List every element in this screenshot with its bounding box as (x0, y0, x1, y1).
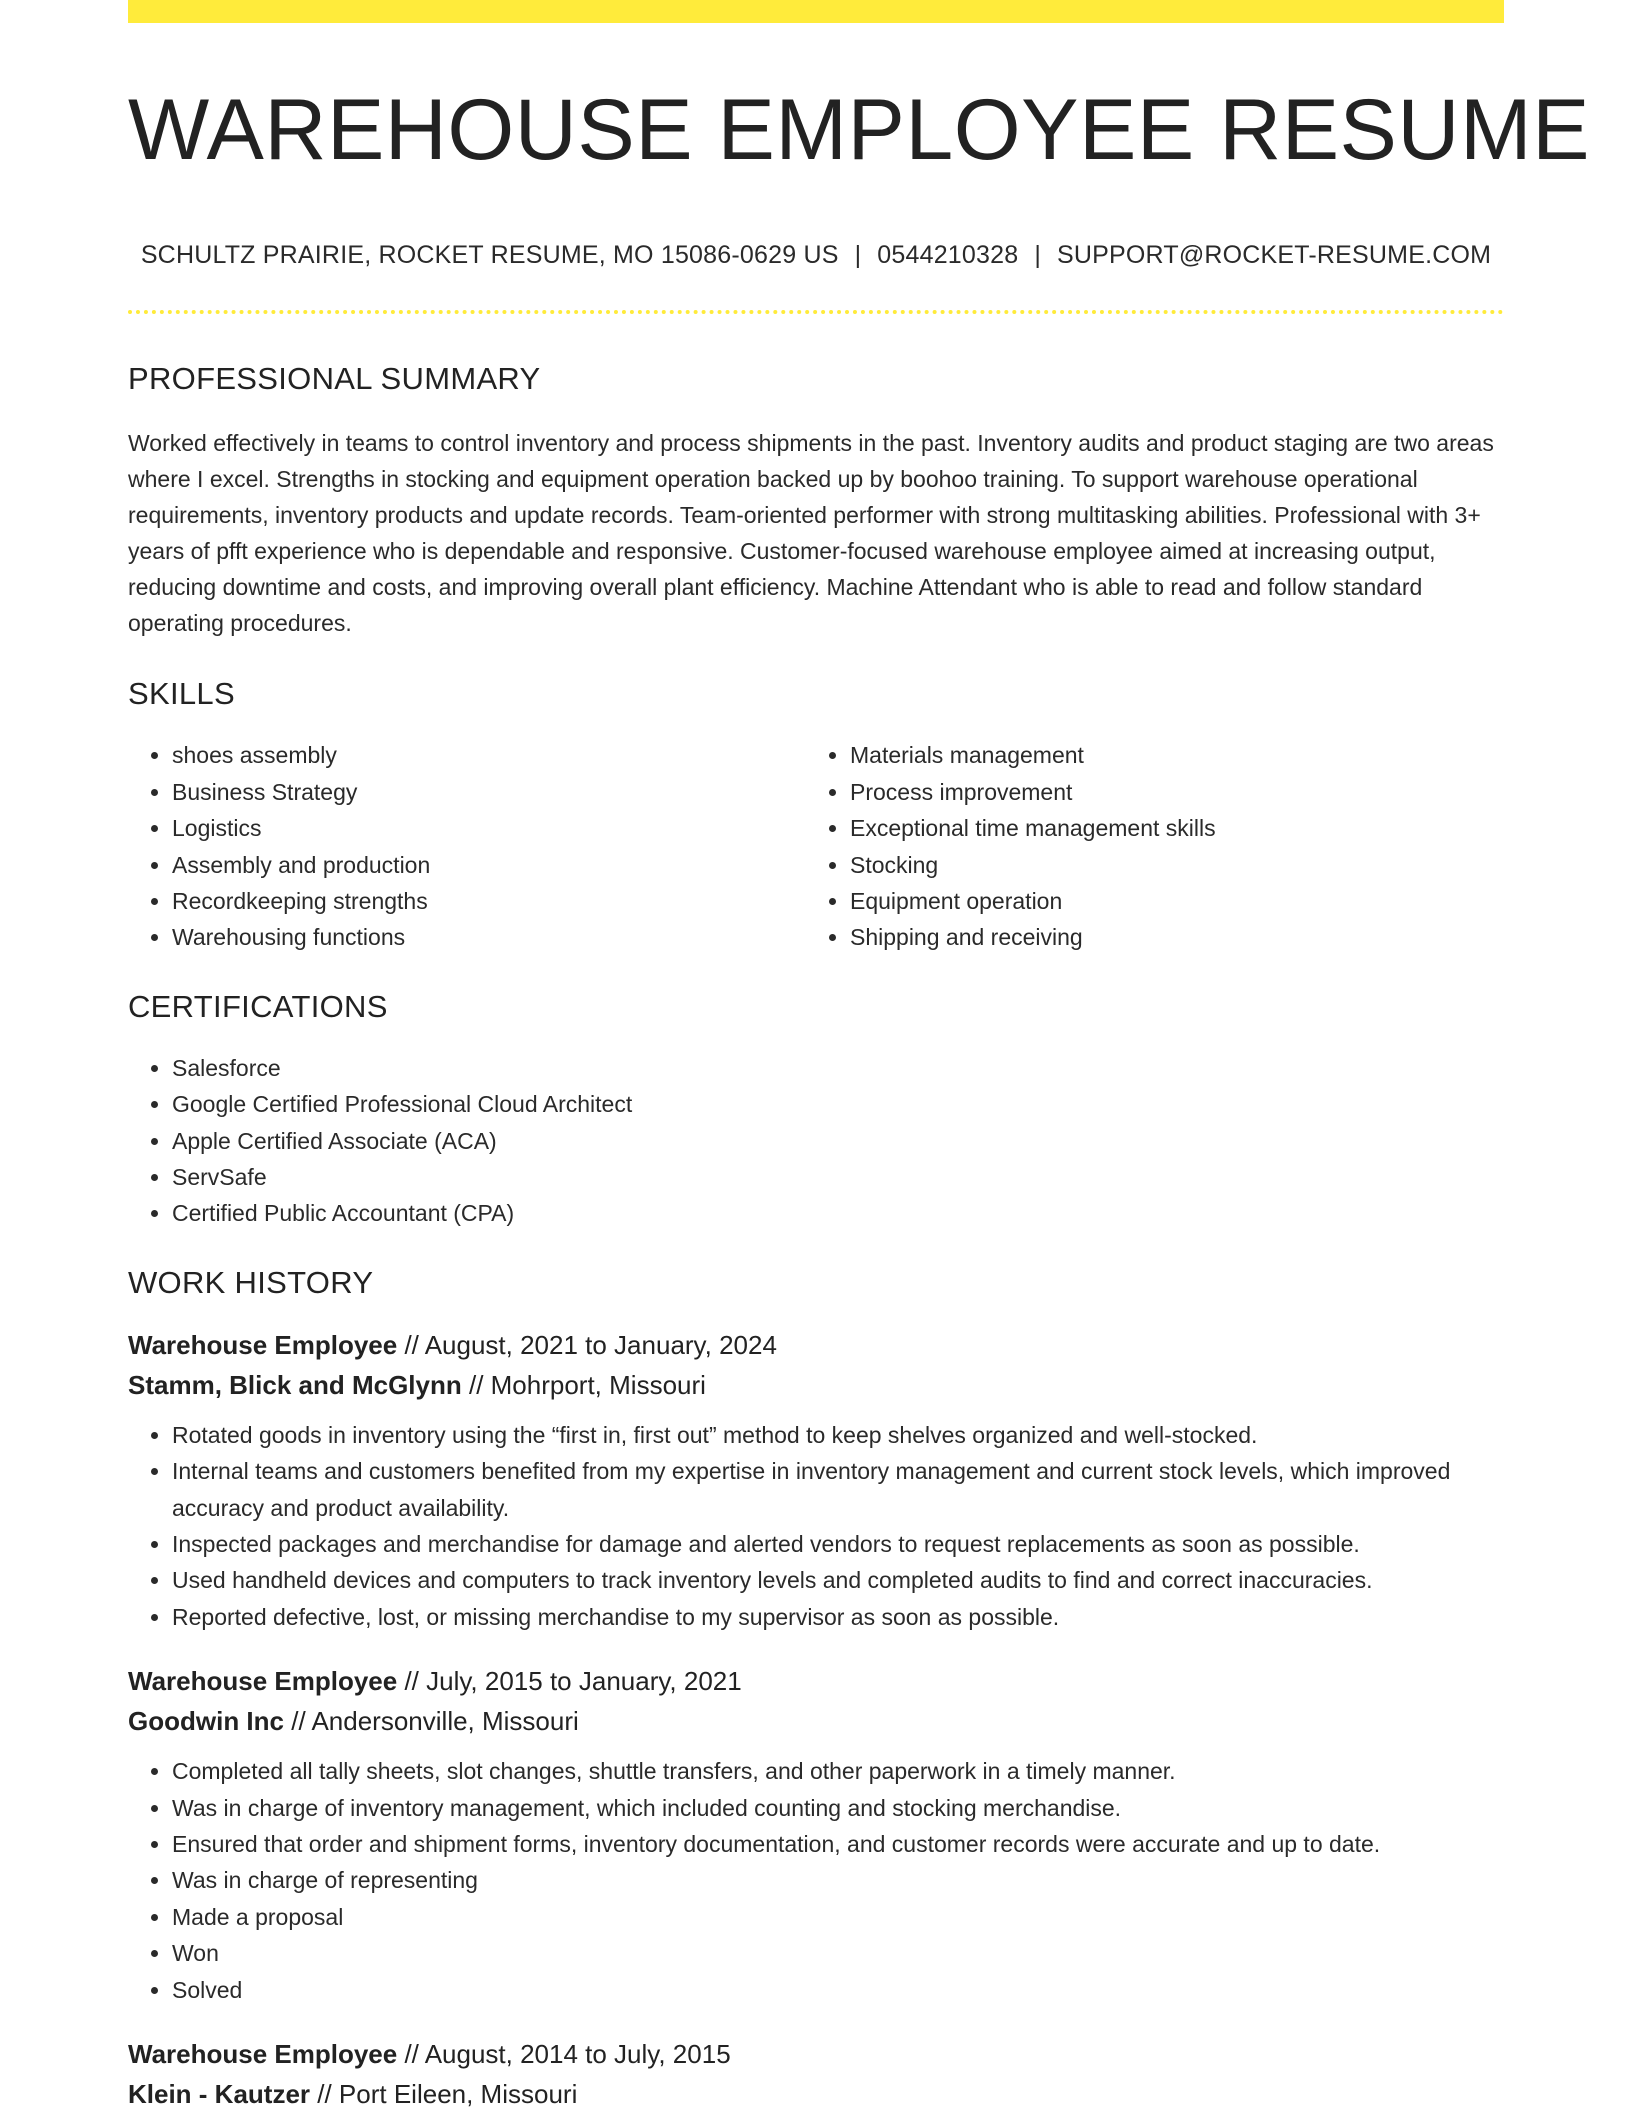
job-company: Stamm, Blick and McGlynn (128, 1369, 462, 1400)
skills-column-left (128, 737, 806, 955)
job-duty: • Completed all tally sheets, slot changes, shuttle transfers, and other paperwork in a timely manner. (172, 1753, 1504, 1789)
certification-item: • ServSafe (172, 1159, 1504, 1195)
certifications-list (128, 1050, 1504, 1232)
certification-item: • Google Certified Professional Cloud Architect (172, 1086, 1504, 1122)
job-dates: // August, 2021 to January, 2024 (397, 1329, 777, 1360)
skill-item: • Exceptional time management skills (850, 810, 1484, 846)
summary-heading: PROFESSIONAL SUMMARY (128, 361, 541, 397)
certification-item: • Apple Certified Associate (ACA) (172, 1123, 1504, 1159)
job-role: Warehouse Employee (128, 1329, 398, 1360)
skills-heading: SKILLS (128, 676, 235, 712)
job-location: // Andersonville, Missouri (284, 1706, 579, 1737)
job-role-line (128, 1325, 1504, 1365)
job-company: Goodwin Inc (128, 1706, 284, 1737)
job-role: Warehouse Employee (128, 1666, 398, 1697)
resume-page (128, 0, 1591, 2114)
job-entry (128, 2034, 1504, 2114)
skill-item: • Logistics (172, 810, 806, 846)
skill-item: • Stocking (850, 847, 1484, 883)
job-location: // Port Eileen, Missouri (310, 2079, 578, 2110)
certification-item: • Certified Public Accountant (CPA) (172, 1195, 1504, 1231)
job-duty: • Reported defective, lost, or missing merchandise to my supervisor as soon as possible. (172, 1599, 1504, 1635)
skills-list-left (128, 737, 806, 955)
skill-item: • Equipment operation (850, 883, 1484, 919)
job-entry (128, 1661, 1504, 2008)
certifications-heading: CERTIFICATIONS (128, 988, 388, 1024)
resume-title: WAREHOUSE EMPLOYEE RESUME (128, 82, 1591, 178)
job-duty: • Solved (172, 1972, 1504, 2008)
job-role: Warehouse Employee (128, 2039, 398, 2070)
skill-item: • Recordkeeping strengths (172, 883, 806, 919)
job-duty: • Internal teams and customers benefited from my expertise in inventory management and current stock levels, which improved accuracy and product availability. (172, 1453, 1504, 1526)
skill-item: • shoes assembly (172, 737, 806, 773)
job-duty: • Inspected packages and merchandise for damage and alerted vendors to request replacements as soon as possible. (172, 1526, 1504, 1562)
contact-separator: | (1034, 241, 1042, 270)
job-duties-list (128, 1417, 1504, 1635)
contact-line (128, 241, 1504, 270)
header-divider (128, 310, 1504, 314)
job-company-line (128, 1701, 1504, 1741)
contact-phone[interactable]: 0544210328 (877, 241, 1019, 270)
job-duty: • Made a proposal (172, 1899, 1504, 1935)
skill-item: • Warehousing functions (172, 919, 806, 955)
skill-item: • Materials management (850, 737, 1484, 773)
contact-email[interactable]: SUPPORT@ROCKET-RESUME.COM (1057, 241, 1492, 270)
skill-item: • Assembly and production (172, 847, 806, 883)
skill-item: • Business Strategy (172, 774, 806, 810)
skill-item: • Shipping and receiving (850, 919, 1484, 955)
skill-item: • Process improvement (850, 774, 1484, 810)
job-duty: • Ensured that order and shipment forms, inventory documentation, and customer records were accurate and up to date. (172, 1826, 1504, 1862)
top-accent-bar (128, 0, 1504, 23)
contact-separator: | (854, 241, 862, 270)
work-history-heading: WORK HISTORY (128, 1264, 374, 1300)
job-role-line (128, 1661, 1504, 1701)
job-duty: • Was in charge of representing (172, 1862, 1504, 1898)
skills-column-right (806, 737, 1484, 955)
summary-text: Worked effectively in teams to control inventory and process shipments in the past. Inventory audits and product staging are two areas where I excel. Strengths in stocking and equipment operation backed up by boohoo training. To support warehouse operational requirements, inventory products and update records. Team-oriented performer with strong multitasking abilities. Professional with 3+ years of pfft experience who is dependable and responsive. Customer-focused warehouse employee aimed at increasing output, reducing downtime and costs, and improving overall plant efficiency. Machine Attendant who is able to read and follow standard operating procedures. (128, 430, 1494, 637)
job-location: // Mohrport, Missouri (461, 1369, 706, 1400)
job-duties-list (128, 1753, 1504, 2008)
skills-grid (128, 737, 1504, 955)
job-entry (128, 1325, 1504, 1635)
job-duty: • Won (172, 1935, 1504, 1971)
job-dates: // July, 2015 to January, 2021 (397, 1666, 742, 1697)
job-company-line (128, 2074, 1504, 2114)
job-role-line (128, 2034, 1504, 2074)
job-company-line (128, 1365, 1504, 1405)
job-dates: // August, 2014 to July, 2015 (397, 2039, 731, 2070)
contact-address: SCHULTZ PRAIRIE, ROCKET RESUME, MO 15086-0629 US (140, 241, 839, 270)
job-duty: • Used handheld devices and computers to track inventory levels and completed audits to find and correct inaccuracies. (172, 1562, 1504, 1598)
job-duty: • Rotated goods in inventory using the “first in, first out” method to keep shelves organized and well-stocked. (172, 1417, 1504, 1453)
skills-list-right (806, 737, 1484, 955)
job-company: Klein - Kautzer (128, 2079, 311, 2110)
job-duty: • Was in charge of inventory management, which included counting and stocking merchandise. (172, 1790, 1504, 1826)
certification-item: • Salesforce (172, 1050, 1504, 1086)
